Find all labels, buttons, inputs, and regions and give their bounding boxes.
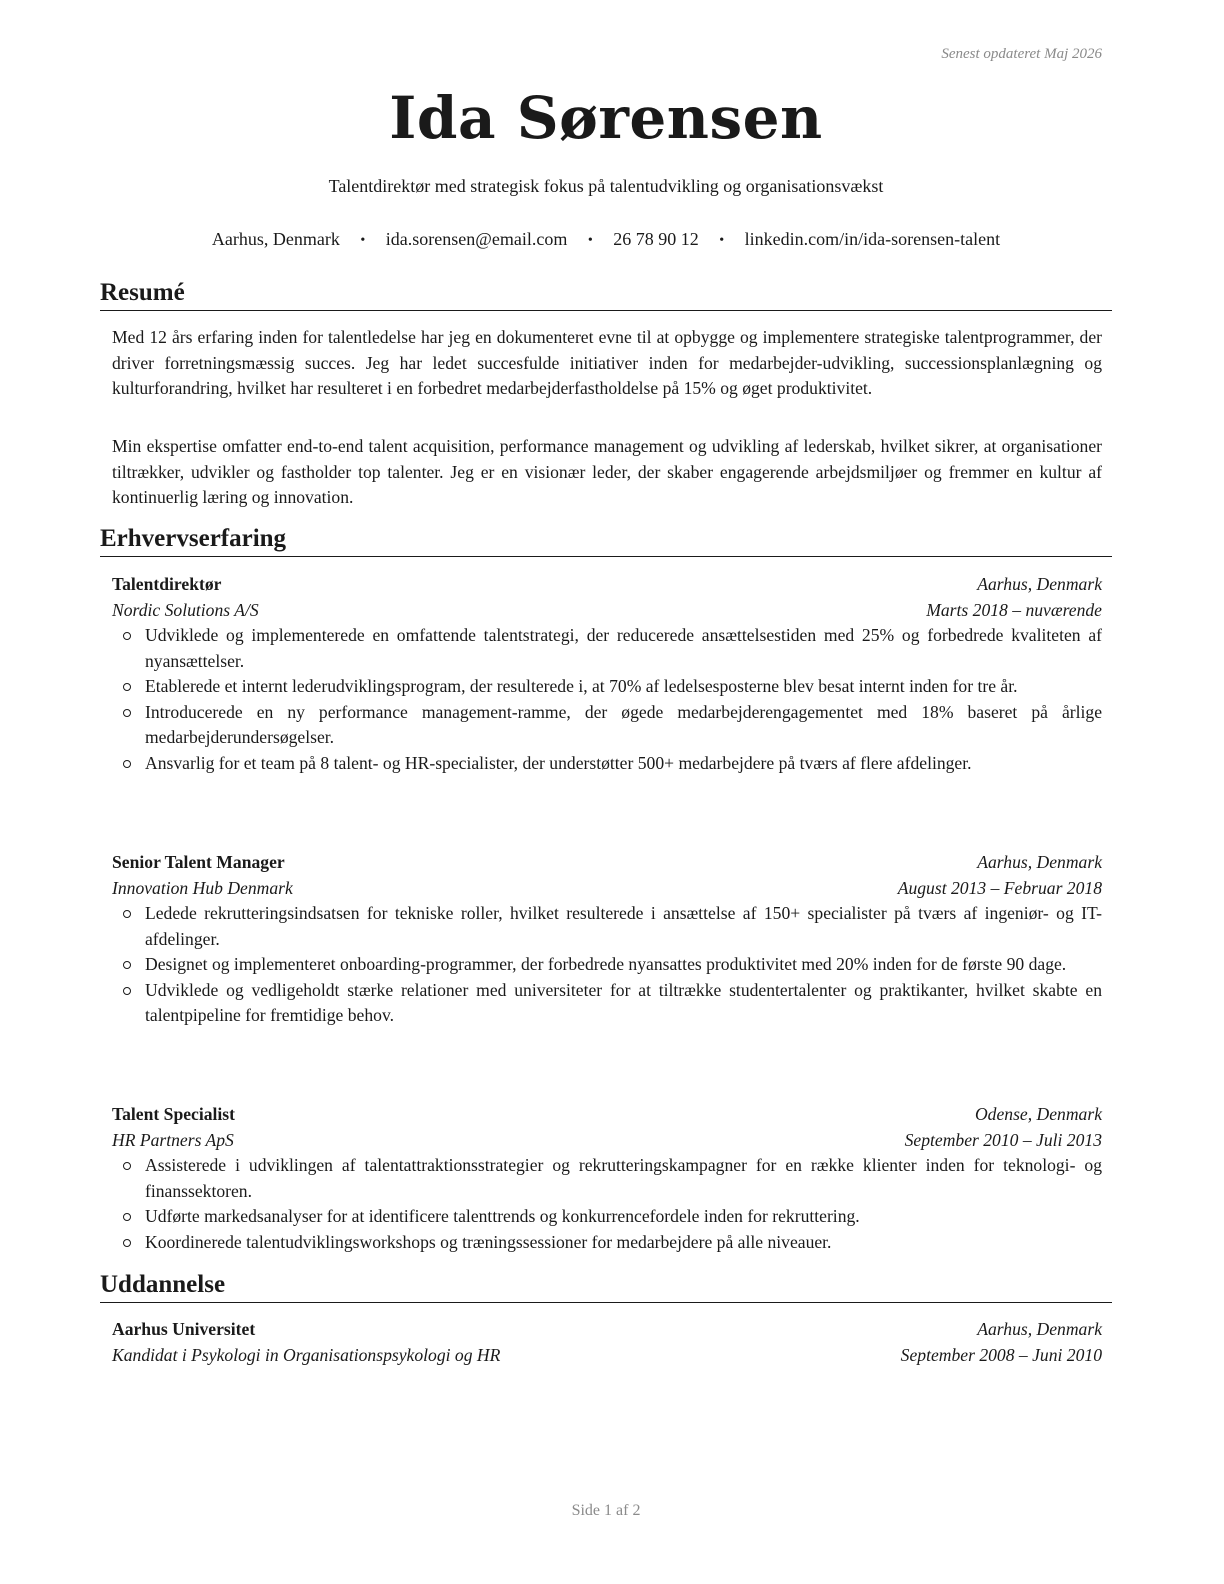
circle-bullet-icon bbox=[123, 683, 131, 691]
summary-paragraph: Min ekspertise omfatter end-to-end talent acquisition, performance management og udvikling af lederskab, hvilket sikrer, at organisationer tiltrækker, udvikler og fastholder top talenter. Jeg er en visionær leder, der skaber engagerende arbejdsmiljøer og fremmer en kultur af kontinuerlig læring og innovation. bbox=[112, 436, 1102, 507]
job-company: Innovation Hub Denmark bbox=[112, 877, 293, 898]
list-item: Ansvarlig for et team på 8 talent- og HR-specialister, der understøtter 500+ medarbejdere på tværs af flere afdelinger. bbox=[112, 751, 1102, 777]
list-item: Etablerede et internt lederudviklingsprogram, der resulterede i, at 70% af ledelsesposterne blev besat internt inden for tre år. bbox=[112, 674, 1102, 700]
education-dates: September 2008 – Juni 2010 bbox=[900, 1344, 1102, 1365]
job-entry bbox=[112, 1102, 1102, 1255]
page-number: Side 1 af 2 bbox=[571, 1502, 641, 1519]
job-title: Talentdirektør bbox=[112, 574, 222, 594]
job-company: Nordic Solutions A/S bbox=[112, 599, 259, 620]
list-item: Udførte markedsanalyser for at identificere talenttrends og konkurrencefordele inden for rekruttering. bbox=[112, 1204, 1102, 1230]
job-entry bbox=[112, 850, 1102, 1029]
school-location: Aarhus, Denmark bbox=[977, 1319, 1102, 1339]
page-title: Ida Sørensen bbox=[389, 84, 823, 152]
list-item: Introducerede en ny performance management-ramme, der øgede medarbejderengagementet med 18% baseret på årlige medarbejderundersøgelser. bbox=[112, 700, 1102, 751]
job-title: Senior Talent Manager bbox=[112, 852, 285, 872]
list-item: Koordinerede talentudviklingsworkshops og træningssessioner for medarbejdere på alle niveauer. bbox=[112, 1230, 1102, 1256]
job-dates: Marts 2018 – nuværende bbox=[926, 599, 1102, 620]
separator-dot: • bbox=[719, 233, 725, 248]
degree: Kandidat i Psykologi in Organisationspsykologi og HR bbox=[112, 1344, 501, 1365]
contact-phone: 26 78 90 12 bbox=[613, 229, 699, 249]
job-title: Talent Specialist bbox=[112, 1104, 236, 1124]
circle-bullet-icon bbox=[123, 961, 131, 969]
contact-line bbox=[0, 229, 1212, 250]
job-entry bbox=[112, 572, 1102, 776]
section-heading-education: Uddannelse bbox=[100, 1270, 1112, 1303]
job-location: Odense, Denmark bbox=[974, 1104, 1102, 1124]
education-entry bbox=[112, 1317, 1102, 1368]
list-item: Designet og implementeret onboarding-programmer, der forbedrede nyansattes produktivitet med 20% inden for de første 90 dage. bbox=[112, 952, 1102, 978]
contact-location: Aarhus, Denmark bbox=[211, 229, 340, 249]
job-location: Aarhus, Denmark bbox=[977, 574, 1102, 594]
separator-dot: • bbox=[587, 233, 593, 248]
job-company: HR Partners ApS bbox=[112, 1129, 234, 1150]
circle-bullet-icon bbox=[123, 1239, 131, 1247]
circle-bullet-icon bbox=[123, 709, 131, 717]
circle-bullet-icon bbox=[123, 760, 131, 768]
list-item: Udviklede og implementerede en omfattende talentstrategi, der reducerede ansættelsestiden med 25% og forbedrede kvaliteten af nyansættelser. bbox=[112, 623, 1102, 674]
contact-linkedin[interactable]: linkedin.com/in/ida-sorensen-talent bbox=[744, 229, 1001, 249]
circle-bullet-icon bbox=[123, 632, 131, 640]
job-dates: September 2010 – Juli 2013 bbox=[904, 1129, 1102, 1150]
list-item: Assisterede i udviklingen af talentattraktionsstrategier og rekrutteringskampagner for en række klienter inden for teknologi- og finanssektoren. bbox=[112, 1153, 1102, 1204]
contact-email[interactable]: ida.sorensen@email.com bbox=[385, 229, 568, 249]
section-heading-experience: Erhvervserfaring bbox=[100, 524, 1112, 557]
list-item: Ledede rekrutteringsindsatsen for tekniske roller, hvilket resulterede i ansættelse af 150+ specialister på tværs af ingeniør- og IT-afdelinger. bbox=[112, 901, 1102, 952]
circle-bullet-icon bbox=[123, 987, 131, 995]
circle-bullet-icon bbox=[123, 1213, 131, 1221]
school-name: Aarhus Universitet bbox=[112, 1319, 256, 1339]
tagline: Talentdirektør med strategisk fokus på talentudvikling og organisationsvækst bbox=[328, 176, 884, 196]
summary-paragraph: Med 12 års erfaring inden for talentledelse har jeg en dokumenteret evne til at opbygge og implementere strategiske talentprogrammer, der driver forretningsmæssig succes. Jeg har ledet succesfulde initiativer inden for medarbejder-udvikling, successionsplanlægning og kulturforandring, hvilket har resulteret i en forbedret medarbejderfastholdelse på 15% og øget produktivitet. bbox=[112, 327, 1102, 398]
job-location: Aarhus, Denmark bbox=[977, 852, 1102, 872]
list-item: Udviklede og vedligeholdt stærke relationer med universiteter for at tiltrække studentertalenter og praktikanter, hvilket skabte en talentpipeline for fremtidige behov. bbox=[112, 978, 1102, 1029]
section-heading-summary: Resumé bbox=[100, 278, 1112, 311]
circle-bullet-icon bbox=[123, 910, 131, 918]
circle-bullet-icon bbox=[123, 1162, 131, 1170]
separator-dot: • bbox=[360, 233, 366, 248]
last-updated: Senest opdateret Maj 2026 bbox=[941, 46, 1102, 62]
job-dates: August 2013 – Februar 2018 bbox=[897, 877, 1102, 898]
